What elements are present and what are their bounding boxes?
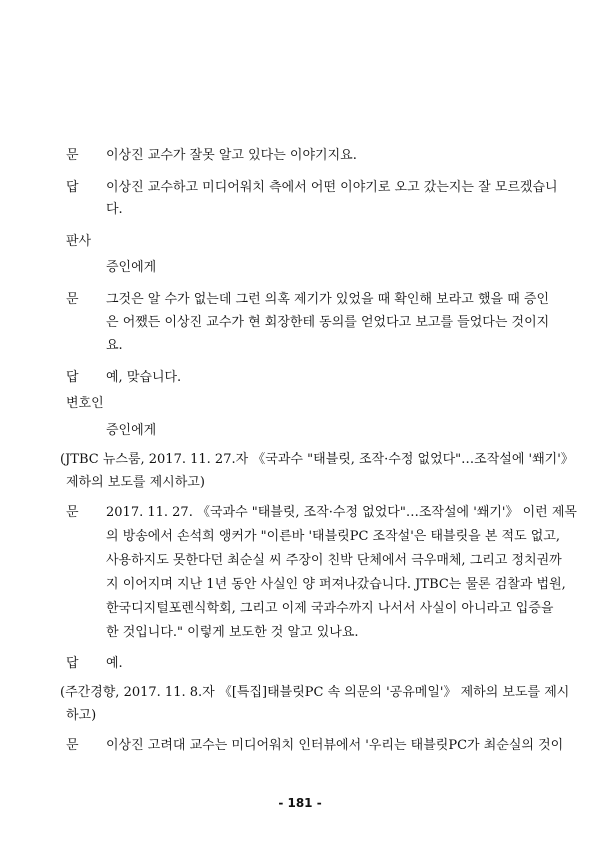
entry-label: 답 — [66, 180, 79, 195]
entry-line: 은 어쨌든 이상진 교수가 현 회장한테 동의를 얻었다고 보고를 들었다는 것이지 — [106, 315, 550, 330]
entry-label: 답 — [66, 370, 79, 385]
entry-label: 문 — [66, 292, 79, 307]
entry-label: 문 — [66, 148, 79, 163]
entry-label: 문 — [66, 505, 79, 520]
evidence-note-line: (주간경향, 2017. 11. 8.자 《[특집]태블릿PC 속 의문의 '공유메일'》 제하의 보도를 제시 — [60, 685, 570, 700]
entry-label: 답 — [66, 656, 79, 671]
entry-line: 예. — [106, 656, 123, 671]
entry-line: 이상진 교수가 잘못 알고 있다는 이야기지요. — [106, 148, 357, 163]
entry-line: 다. — [106, 202, 123, 217]
entry-line: 요. — [106, 338, 123, 353]
entry-line: 사용하지도 못한다던 최순실 씨 주장이 친박 단체에서 극우매체, 그리고 정치권까 — [106, 553, 562, 568]
evidence-note-line: 하고) — [66, 708, 97, 723]
entry-line: 그것은 알 수가 없는데 그런 의혹 제기가 있었을 때 확인해 보라고 했을 때 증인 — [106, 292, 550, 307]
entry-label: 문 — [66, 738, 79, 753]
entry-label: 변호인 — [66, 396, 104, 411]
entry-line: 의 방송에서 손석희 앵커가 "이른바 '태블릿PC 조작설'은 태블릿을 본 적도 없고, — [106, 529, 561, 544]
evidence-note-line: (JTBC 뉴스룸, 2017. 11. 27.자 《국과수 "태블릿, 조작·수정 없었다"…조작설에 '쐐기'》 — [60, 452, 574, 467]
entry-line: 증인에게 — [106, 260, 157, 275]
entry-line: 이상진 고려대 교수는 미디어워치 인터뷰에서 '우리는 태블릿PC가 최순실의 것이 — [106, 738, 564, 753]
evidence-note-line: 제하의 보도를 제시하고) — [66, 475, 205, 490]
entry-line: 한 것입니다." 이렇게 보도한 것 알고 있나요. — [106, 625, 359, 640]
page-number: - 181 - — [278, 796, 322, 810]
entry-line: 이상진 교수하고 미디어워치 측에서 어떤 이야기로 오고 갔는지는 잘 모르겠습니 — [106, 180, 558, 195]
entry-line: 예, 맞습니다. — [106, 370, 182, 385]
entry-line: 2017. 11. 27. 《국과수 "태블릿, 조작·수정 없었다"…조작설에 '쐐기'》 이런 제목 — [106, 505, 577, 520]
entry-line: 지 이어지며 지난 1년 동안 사실인 양 퍼져나갔습니다. JTBC는 물론 검찰과 법원, — [106, 577, 566, 592]
entry-line: 한국디지털포렌식학회, 그리고 이제 국과수까지 나서서 사실이 아니라고 입증을 — [106, 601, 554, 616]
entry-label: 판사 — [66, 234, 92, 249]
entry-line: 증인에게 — [106, 423, 157, 438]
